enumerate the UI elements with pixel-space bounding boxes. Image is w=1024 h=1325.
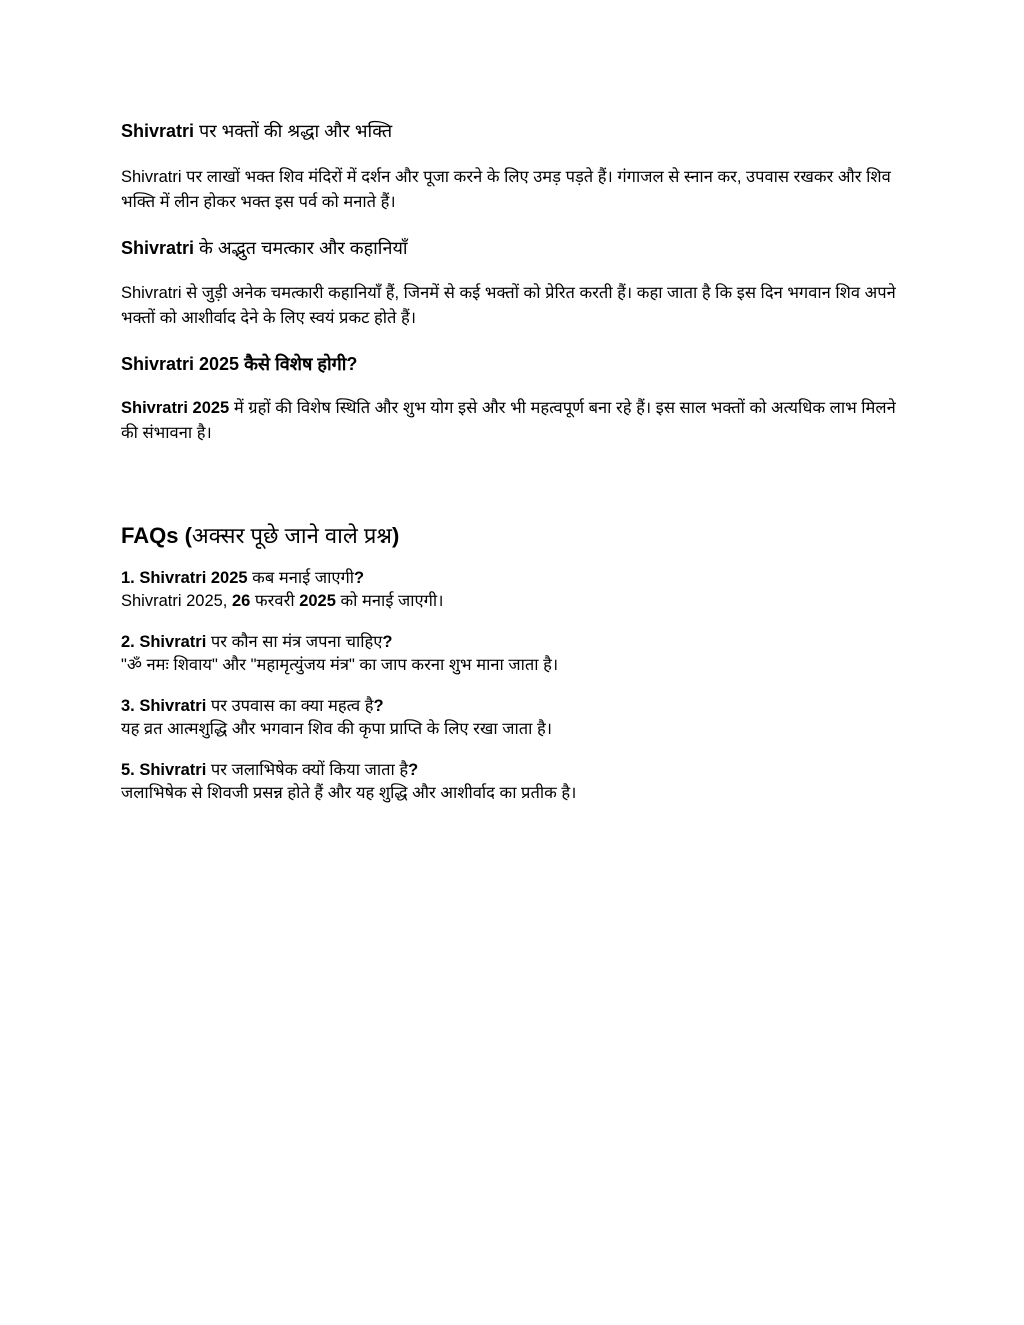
faq-item bbox=[121, 695, 911, 741]
heading-text: कैसे विशेष होगी bbox=[239, 354, 347, 374]
faq-question-text: पर जलाभिषेक क्यों किया जाता है bbox=[206, 761, 409, 779]
faq-answer-post: को मनाई जाएगी। bbox=[335, 592, 444, 610]
faq-answer: यह व्रत आत्मशुद्धि और भगवान शिव की कृपा प्राप्ति के लिए रखा जाता है। bbox=[121, 720, 553, 738]
heading-bold: Shivratri 2025 bbox=[121, 354, 240, 374]
faq-title bbox=[121, 521, 911, 551]
faq-question-text: कब मनाई जाएगी bbox=[247, 569, 355, 587]
faq-title-end: ) bbox=[391, 523, 400, 548]
faq-title-hindi: अक्सर पूछे जाने वाले प्रश्न bbox=[191, 523, 392, 548]
faq-question-text: पर कौन सा मंत्र जपना चाहिए bbox=[206, 633, 383, 651]
faq-question-bold: 5. Shivratri bbox=[121, 761, 207, 779]
faq-answer-mid: फरवरी bbox=[250, 592, 300, 610]
faq-item bbox=[121, 759, 911, 805]
section-heading-devotion bbox=[121, 118, 911, 144]
faq-answer-bold-year: 2025 bbox=[299, 592, 336, 610]
faq-item bbox=[121, 631, 911, 677]
faq-question-bold: 3. Shivratri bbox=[121, 697, 207, 715]
heading-text: पर भक्तों की श्रद्धा और भक्ति bbox=[194, 121, 393, 141]
faq-question-bold: 1. Shivratri 2025 bbox=[121, 569, 248, 587]
faq-question-end: ? bbox=[373, 697, 384, 715]
faq-question-end: ? bbox=[408, 761, 419, 779]
heading-bold: Shivratri bbox=[121, 121, 195, 141]
faq-answer: "ॐ नमः शिवाय" और "महामृत्युंजय मंत्र" का जाप करना शुभ माना जाता है। bbox=[121, 656, 559, 674]
faq-item bbox=[121, 567, 911, 613]
document-page bbox=[121, 118, 911, 805]
faq-question bbox=[121, 695, 911, 718]
heading-end: ? bbox=[346, 354, 358, 374]
heading-text: के अद्भुत चमत्कार और कहानियाँ bbox=[194, 238, 408, 258]
section-heading-miracles bbox=[121, 235, 911, 261]
section-body-special-2025 bbox=[121, 396, 911, 446]
faq-question-end: ? bbox=[382, 633, 393, 651]
faq-question bbox=[121, 759, 911, 782]
section-body-devotion: Shivratri पर लाखों भक्त शिव मंदिरों में दर्शन और पूजा करने के लिए उमड़ पड़ते हैं। गंगाजल से स्नान कर, उपवास रखकर और शिव भक्ति में लीन होकर भक्त इस पर्व को मनाते हैं। bbox=[121, 168, 891, 211]
faq-question bbox=[121, 631, 911, 654]
faq-question-bold: 2. Shivratri bbox=[121, 633, 207, 651]
faq-title-bold: FAQs ( bbox=[121, 523, 192, 548]
section-body-miracles: Shivratri से जुड़ी अनेक चमत्कारी कहानियाँ हैं, जिनमें से कई भक्तों को प्रेरित करती हैं। कहा जाता है कि इस दिन भगवान शिव अपने भक्तों को आशीर्वाद देने के लिए स्वयं प्रकट होते हैं। bbox=[121, 284, 896, 327]
faq-answer-bold-day: 26 bbox=[231, 592, 251, 610]
body-bold: Shivratri 2025 bbox=[121, 399, 230, 417]
faq-answer bbox=[121, 590, 911, 613]
faq-question bbox=[121, 567, 911, 590]
heading-bold: Shivratri bbox=[121, 238, 195, 258]
faq-answer-pre: Shivratri 2025, bbox=[121, 592, 232, 610]
faq-answer: जलाभिषेक से शिवजी प्रसन्न होते हैं और यह शुद्धि और आशीर्वाद का प्रतीक है। bbox=[121, 784, 577, 802]
section-heading-special-2025 bbox=[121, 351, 911, 377]
faq-question-end: ? bbox=[354, 569, 365, 587]
faq-question-text: पर उपवास का क्या महत्व है bbox=[206, 697, 374, 715]
body-text: में ग्रहों की विशेष स्थिति और शुभ योग इसे और भी महत्वपूर्ण बना रहे हैं। इस साल भक्तों को अत्यधिक लाभ मिलने की संभावना है। bbox=[121, 399, 896, 442]
